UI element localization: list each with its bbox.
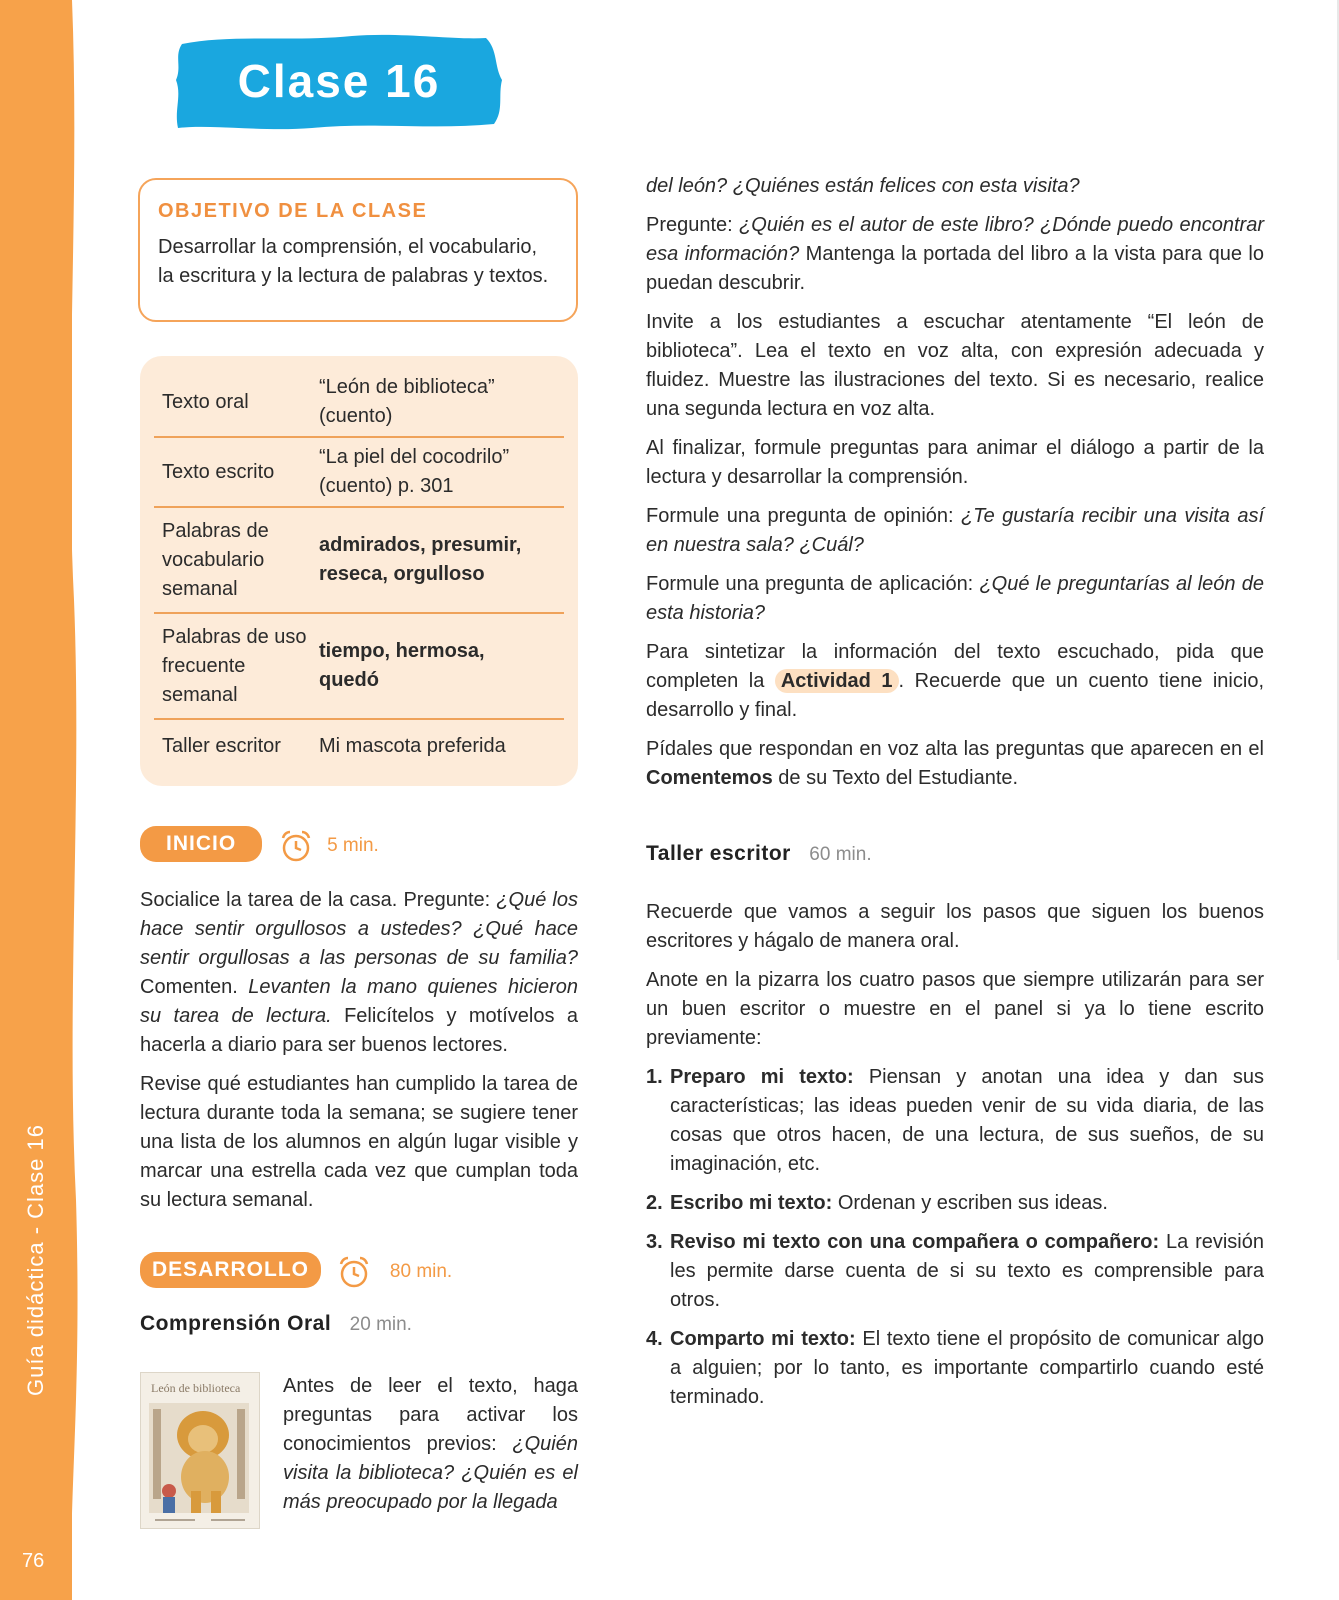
step-number: 1. <box>646 1066 663 1088</box>
text-run: Socialice la tarea de la casa. Pregunte: <box>140 889 497 911</box>
summary-table <box>140 356 578 786</box>
inicio-time: 5 min. <box>327 834 379 856</box>
inicio-content <box>140 886 578 1215</box>
row-label: Palabras de vocabulario semanal <box>162 519 269 600</box>
activity-highlight: Actividad 1 <box>775 669 899 693</box>
step-number: 3. <box>646 1231 663 1253</box>
row-value: tiempo, hermosa, quedó <box>319 640 485 691</box>
alarm-clock-icon <box>337 1255 371 1289</box>
right-paragraph-7 <box>646 735 1264 793</box>
list-item <box>646 1189 1264 1218</box>
row-value: “La piel del cocodrilo” (cuento) p. 301 <box>319 446 510 497</box>
sidebar-label: Guía didáctica - Clase 16 <box>23 1123 48 1397</box>
question-text: ¿Qué le preguntarías al león de esta historia? <box>646 573 1264 624</box>
step-text: Ordenan y escriben sus ideas. <box>832 1192 1108 1214</box>
right-paragraph-3: Al finalizar, formule preguntas para animar el diálogo a partir de la lectura y desarrollar la comprensión. <box>646 437 1264 488</box>
objective-box <box>138 178 578 322</box>
right-paragraph-4 <box>646 502 1264 560</box>
row-value: Mi mascota preferida <box>319 734 506 757</box>
question-text: ¿Quién visita la biblioteca? ¿Quién es el más preocupado por la llegada <box>283 1433 578 1513</box>
table-row <box>154 508 564 614</box>
step-number: 4. <box>646 1328 663 1350</box>
question-text: ¿Qué los hace sentir orgullosos a ustedes? ¿Qué hace sentir orgullosas a las personas de su familia? <box>140 889 578 969</box>
objective-heading: OBJETIVO DE LA CLASE <box>158 200 428 222</box>
table-row <box>154 614 564 720</box>
right-paragraph-2: Invite a los estudiantes a escuchar atentamente “El león de biblioteca”. Lea el texto en voz alta, con expresión adecuada y fluidez. Muestre las ilustraciones del texto. Si es necesario, realice una segunda lectura en voz alta. <box>646 311 1264 420</box>
comprension-paragraph <box>283 1372 578 1517</box>
sidebar-wave <box>58 0 88 1600</box>
class-title: Clase 16 <box>237 55 441 107</box>
row-label: Texto escrito <box>162 460 275 483</box>
alarm-clock-icon <box>279 829 313 863</box>
step-number: 2. <box>646 1192 663 1214</box>
step-title: Escribo mi texto: <box>670 1192 833 1214</box>
inicio-badge: INICIO <box>140 826 262 862</box>
lion-illustration <box>141 1373 259 1528</box>
text-run: Formule una pregunta de opinión: <box>646 505 961 527</box>
book-cover-image <box>140 1372 260 1529</box>
right-column-content <box>646 172 1264 793</box>
writing-steps-list <box>646 1063 1264 1412</box>
text-run: Para sintetizar la información del texto escuchado, pida que completen la <box>646 641 1264 692</box>
table-row <box>154 438 564 508</box>
desarrollo-badge: DESARROLLO <box>140 1252 321 1288</box>
list-item <box>646 1325 1264 1412</box>
desarrollo-time: 80 min. <box>389 1260 453 1282</box>
objective-text: Desarrollar la comprensión, el vocabulario, la escritura y la lectura de palabras y textos. <box>158 236 549 287</box>
desarrollo-header <box>140 1252 578 1289</box>
comprension-heading-row <box>140 1312 578 1336</box>
right-paragraph-5 <box>646 570 1264 628</box>
text-run: Mantenga la portada del libro a la vista para que lo puedan descubrir. <box>646 243 1264 294</box>
text-run: Pídales que respondan en voz alta las preguntas que aparecen en el <box>646 738 1264 760</box>
text-run: . Recuerde que un cuento tiene inicio, desarrollo y final. <box>646 670 1264 721</box>
taller-paragraph-1: Recuerde que vamos a seguir los pasos que siguen los buenos escritores y hágalo de manera oral. <box>646 901 1264 952</box>
row-label: Texto oral <box>162 390 249 413</box>
text-run: Antes de leer el texto, haga preguntas para activar los conocimientos previos: <box>283 1375 578 1455</box>
list-item <box>646 1063 1264 1179</box>
comprension-time: 20 min. <box>349 1314 412 1335</box>
question-text: ¿Quién es el autor de este libro? ¿Dónde puedo encontrar esa información? <box>646 214 1264 265</box>
list-item <box>646 1228 1264 1315</box>
row-value: “León de biblioteca” (cuento) <box>319 376 495 427</box>
step-title: Preparo mi texto: <box>670 1066 854 1088</box>
right-paragraph-1 <box>646 211 1264 298</box>
taller-heading: Taller escritor <box>646 842 791 865</box>
step-text: Piensan y anotan una idea y dan sus características; las ideas pueden venir de su vida diaria, de las cosas que otros hacen, de una lectura, de sus sueños, de su imaginación, etc. <box>670 1066 1264 1175</box>
text-run: Pregunte: <box>646 214 740 236</box>
inicio-header <box>140 826 578 863</box>
inicio-paragraph-2: Revise qué estudiantes han cumplido la tarea de lectura durante toda la semana; se sugiere tener una lista de los alumnos en algún lugar visible y marcar una estrella cada vez que cumplan toda su lectura semanal. <box>140 1073 578 1211</box>
class-title-banner <box>172 30 506 132</box>
step-text: La revisión les permite darse cuenta de si su texto es comprensible para otros. <box>670 1231 1264 1311</box>
text-run: Formule una pregunta de aplicación: <box>646 573 980 595</box>
inicio-paragraph-1 <box>140 886 578 1060</box>
text-run: de su Texto del Estudiante. <box>772 767 1019 789</box>
taller-paragraph-2: Anote en la pizarra los cuatro pasos que siempre utilizarán para ser un buen escritor o muestre en el panel si ya lo tiene escrito previamente: <box>646 969 1264 1049</box>
right-paragraph-6 <box>646 638 1264 725</box>
table-row <box>154 720 564 772</box>
question-text: del león? ¿Quiénes están felices con esta visita? <box>646 175 1080 197</box>
instruction-text: Levanten la mano quienes hicieron su tarea de lectura. <box>140 976 579 1027</box>
row-label: Palabras de uso frecuente semanal <box>162 625 307 706</box>
step-title: Reviso mi texto con una compañera o compañero: <box>670 1231 1160 1253</box>
taller-heading-row <box>646 842 1264 866</box>
question-text: ¿Te gustaría recibir una visita así en nuestra sala? ¿Cuál? <box>646 505 1265 556</box>
step-title: Comparto mi texto: <box>670 1328 856 1350</box>
book-cover-title: León de biblioteca <box>151 1381 241 1395</box>
row-value: admirados, presumir, reseca, orgulloso <box>319 534 522 585</box>
page-number: 76 <box>22 1550 45 1572</box>
taller-content <box>646 898 1264 1422</box>
bold-text: Comentemos <box>646 767 773 789</box>
right-paragraph-0 <box>646 172 1264 201</box>
text-run: Comenten. <box>140 976 249 998</box>
taller-time: 60 min. <box>809 844 872 865</box>
table-row <box>154 368 564 438</box>
comprension-content <box>283 1372 578 1517</box>
row-label: Taller escritor <box>162 734 281 757</box>
comprension-heading: Comprensión Oral <box>140 1312 332 1335</box>
text-run: Felicítelos y motívelos a hacerla a diario para ser buenos lectores. <box>140 1005 578 1056</box>
step-text: El texto tiene el propósito de comunicar algo a alguien; por lo tanto, es importante compartirlo cuando esté terminado. <box>670 1328 1265 1408</box>
